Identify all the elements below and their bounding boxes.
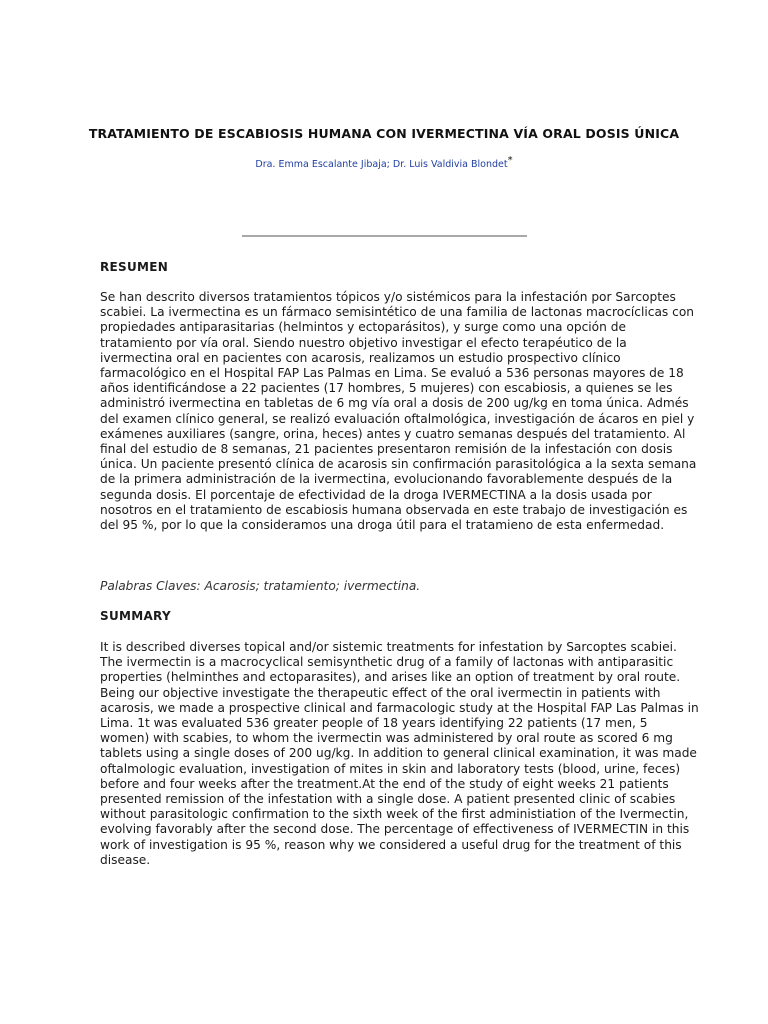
resumen-body: Se han descrito diversos tratamientos tópicos y/o sistémicos para la infestación por Sarcoptes scabiei. La ivermectina es un fármaco semisintético de una familia de lactonas macrocíclicas con propiedades antiparasitarias (helmintos y ectoparásitos), y surge como una opción de tratamiento por vía oral. Siendo nuestro objetivo investigar el efecto terapéutico de la ivermectina oral en pacientes con acarosis, realizamos un estudio prospectivo clínico farmacológico en el Hospital FAP Las Palmas en Lima. Se evaluó a 536 personas mayores de 18 años identificándose a 22 pacientes (17 hombres, 5 mujeres) con escabiosis, a quienes se les administró ivermectina en tabletas de 6 mg vía oral a dosis de 200 ug/kg en toma única. Admés del examen clínico general, se realizó evaluación oftalmológica, investigación de ácaros en piel y exámenes auxiliares (sangre, orina, heces) antes y cuatro semanas después del tratamiento. Al final del estudio de 8 semanas, 21 pacientes presentaron remisión de la infestación con dosis única. Un paciente presentó clínica de acarosis sin confirmación parasitológica a la sexta semana de la primera administración de la ivermectina, evolucionando favorablemente después de la segunda dosis. El porcentaje de efectividad de la droga IVERMECTINA a la dosis usada por nosotros en el tratamiento de escabiosis humana observada en este trabajo de investigación es del 95 %, por lo que la consideramos una droga útil para el tratamieno de esta enfermedad. [100,290,697,533]
keywords-line: Palabras Claves: Acarosis; tratamiento; ivermectina. [100,579,421,593]
title-divider [242,235,527,237]
article-authors[interactable] [0,155,768,170]
summary-body: It is described diverses topical and/or sistemic treatments for infestation by Sarcoptes scabiei. The ivermectin is a macrocyclical semisynthetic drug of a family of lactonas with antiparasitic properties (helminthes and ectoparasites), and arises like an option of treatment by oral route. Being our objective investigate the therapeutic effect of the oral ivermectin in patients with acarosis, we made a prospective clinical and farmacologic study at the Hospital FAP Las Palmas in Lima. 1t was evaluated 536 greater people of 18 years identifying 22 patients (17 men, 5 women) with scabies, to whom the ivermectin was administered by oral route as scored 6 mg tablets using a single doses of 200 ug/kg. In addition to general clinical examination, it was made oftalmologic evaluation, investigation of mites in skin and laboratory tests (blood, urine, feces) before and four weeks after the treatment.At the end of the study of eight weeks 21 patients presented remission of the infestation with a single dose. A patient presented clinic of scabies without parasitologic confirmation to the sixth week of the first administiation of the Ivermectin, evolving favorably after the second dose. The percentage of effectiveness of IVERMECTIN in this work of investigation is 95 %, reason why we considered a useful drug for the treatment of this disease. [100,640,699,867]
summary-heading: SUMMARY [100,609,171,623]
resumen-heading: RESUMEN [100,260,169,274]
author-footnote-mark[interactable]: * [507,155,513,166]
article-title: TRATAMIENTO DE ESCABIOSIS HUMANA CON IVERMECTINA VÍA ORAL DOSIS ÚNICA [88,126,680,141]
author-names[interactable]: Dra. Emma Escalante Jibaja; Dr. Luis Valdivia Blondet [255,159,508,171]
